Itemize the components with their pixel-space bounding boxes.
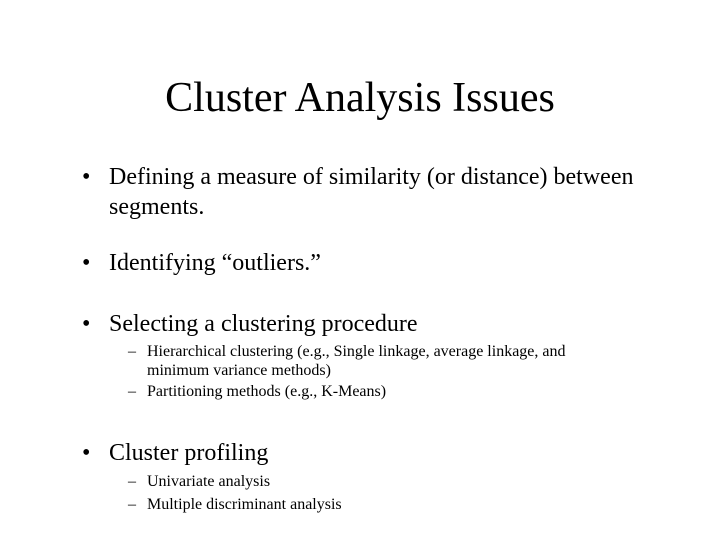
bullet-marker: •	[82, 164, 91, 190]
bullet-marker: •	[82, 311, 91, 337]
sub-text: Multiple discriminant analysis	[147, 496, 342, 513]
slide-title: Cluster Analysis Issues	[165, 75, 555, 121]
sub-text: Partitioning methods (e.g., K-Means)	[147, 383, 387, 400]
bullet-text: Identifying “outliers.”	[109, 250, 321, 276]
bullet-marker: •	[82, 440, 91, 466]
sub-marker: –	[128, 496, 136, 513]
sub-marker: –	[128, 343, 136, 360]
sub-text: Hierarchical clustering (e.g., Single linkage, average linkage, and minimum variance methods)	[147, 343, 566, 379]
sub-marker: –	[128, 473, 136, 490]
bullet-marker: •	[82, 250, 91, 276]
bullet-text: Selecting a clustering procedure	[109, 311, 418, 337]
sub-marker: –	[128, 383, 136, 400]
sub-text: Univariate analysis	[147, 473, 271, 490]
bullet-text: Cluster profiling	[109, 440, 269, 466]
bullet-text: Defining a measure of similarity (or distance) between segments.	[109, 164, 634, 220]
